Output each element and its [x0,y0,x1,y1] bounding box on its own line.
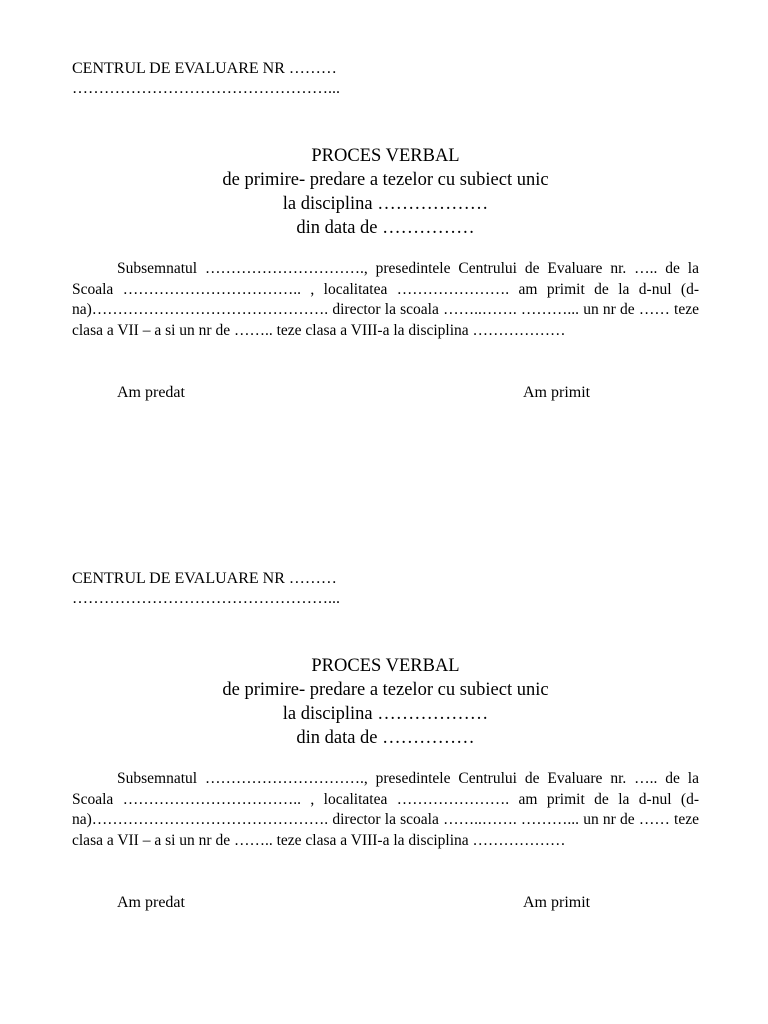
document-title: PROCES VERBAL [311,656,460,676]
evaluation-center-line: CENTRUL DE EVALUARE NR ……… [72,60,337,77]
body-paragraph: Subsemnatul …………………………., presedintele Centrului de Evaluare nr. ….. de la Scoala …………………………….. , localitatea …………………. am primit de la d-nul (d-na)………………………………………. director la scoala ……..……. ………... un nr de …… teze clasa a VII – a si un nr de …….. teze clasa a VIII-a la disciplina ……………… [72,260,699,340]
proces-verbal-form-2 [72,569,699,917]
proces-verbal-form-1 [72,59,699,407]
evaluation-center-dots-line: …………………………………………... [72,80,340,97]
signature-received-label: Am primit [523,383,591,401]
signature-handed-over-label: Am predat [117,383,185,401]
signature-row [72,383,699,407]
title-block [72,654,699,750]
document-title: PROCES VERBAL [311,146,460,166]
evaluation-center-line: CENTRUL DE EVALUARE NR ……… [72,570,337,587]
body-paragraph: Subsemnatul …………………………., presedintele Centrului de Evaluare nr. ….. de la Scoala …………………………….. , localitatea …………………. am primit de la d-nul (d-na)………………………………………. director la scoala ……..……. ………... un nr de …… teze clasa a VII – a si un nr de …….. teze clasa a VIII-a la disciplina ……………… [72,770,699,850]
date-line: din data de …………… [296,218,475,238]
signature-received-label: Am primit [523,893,591,911]
discipline-line: la disciplina ……………… [282,194,489,214]
signature-row [72,893,699,917]
signature-handed-over-label: Am predat [117,893,185,911]
title-block [72,144,699,240]
date-line: din data de …………… [296,728,475,748]
evaluation-center-dots-line: …………………………………………... [72,590,340,607]
discipline-line: la disciplina ……………… [282,704,489,724]
document-subtitle: de primire- predare a tezelor cu subiect unic [222,170,549,190]
document-subtitle: de primire- predare a tezelor cu subiect unic [222,680,549,700]
